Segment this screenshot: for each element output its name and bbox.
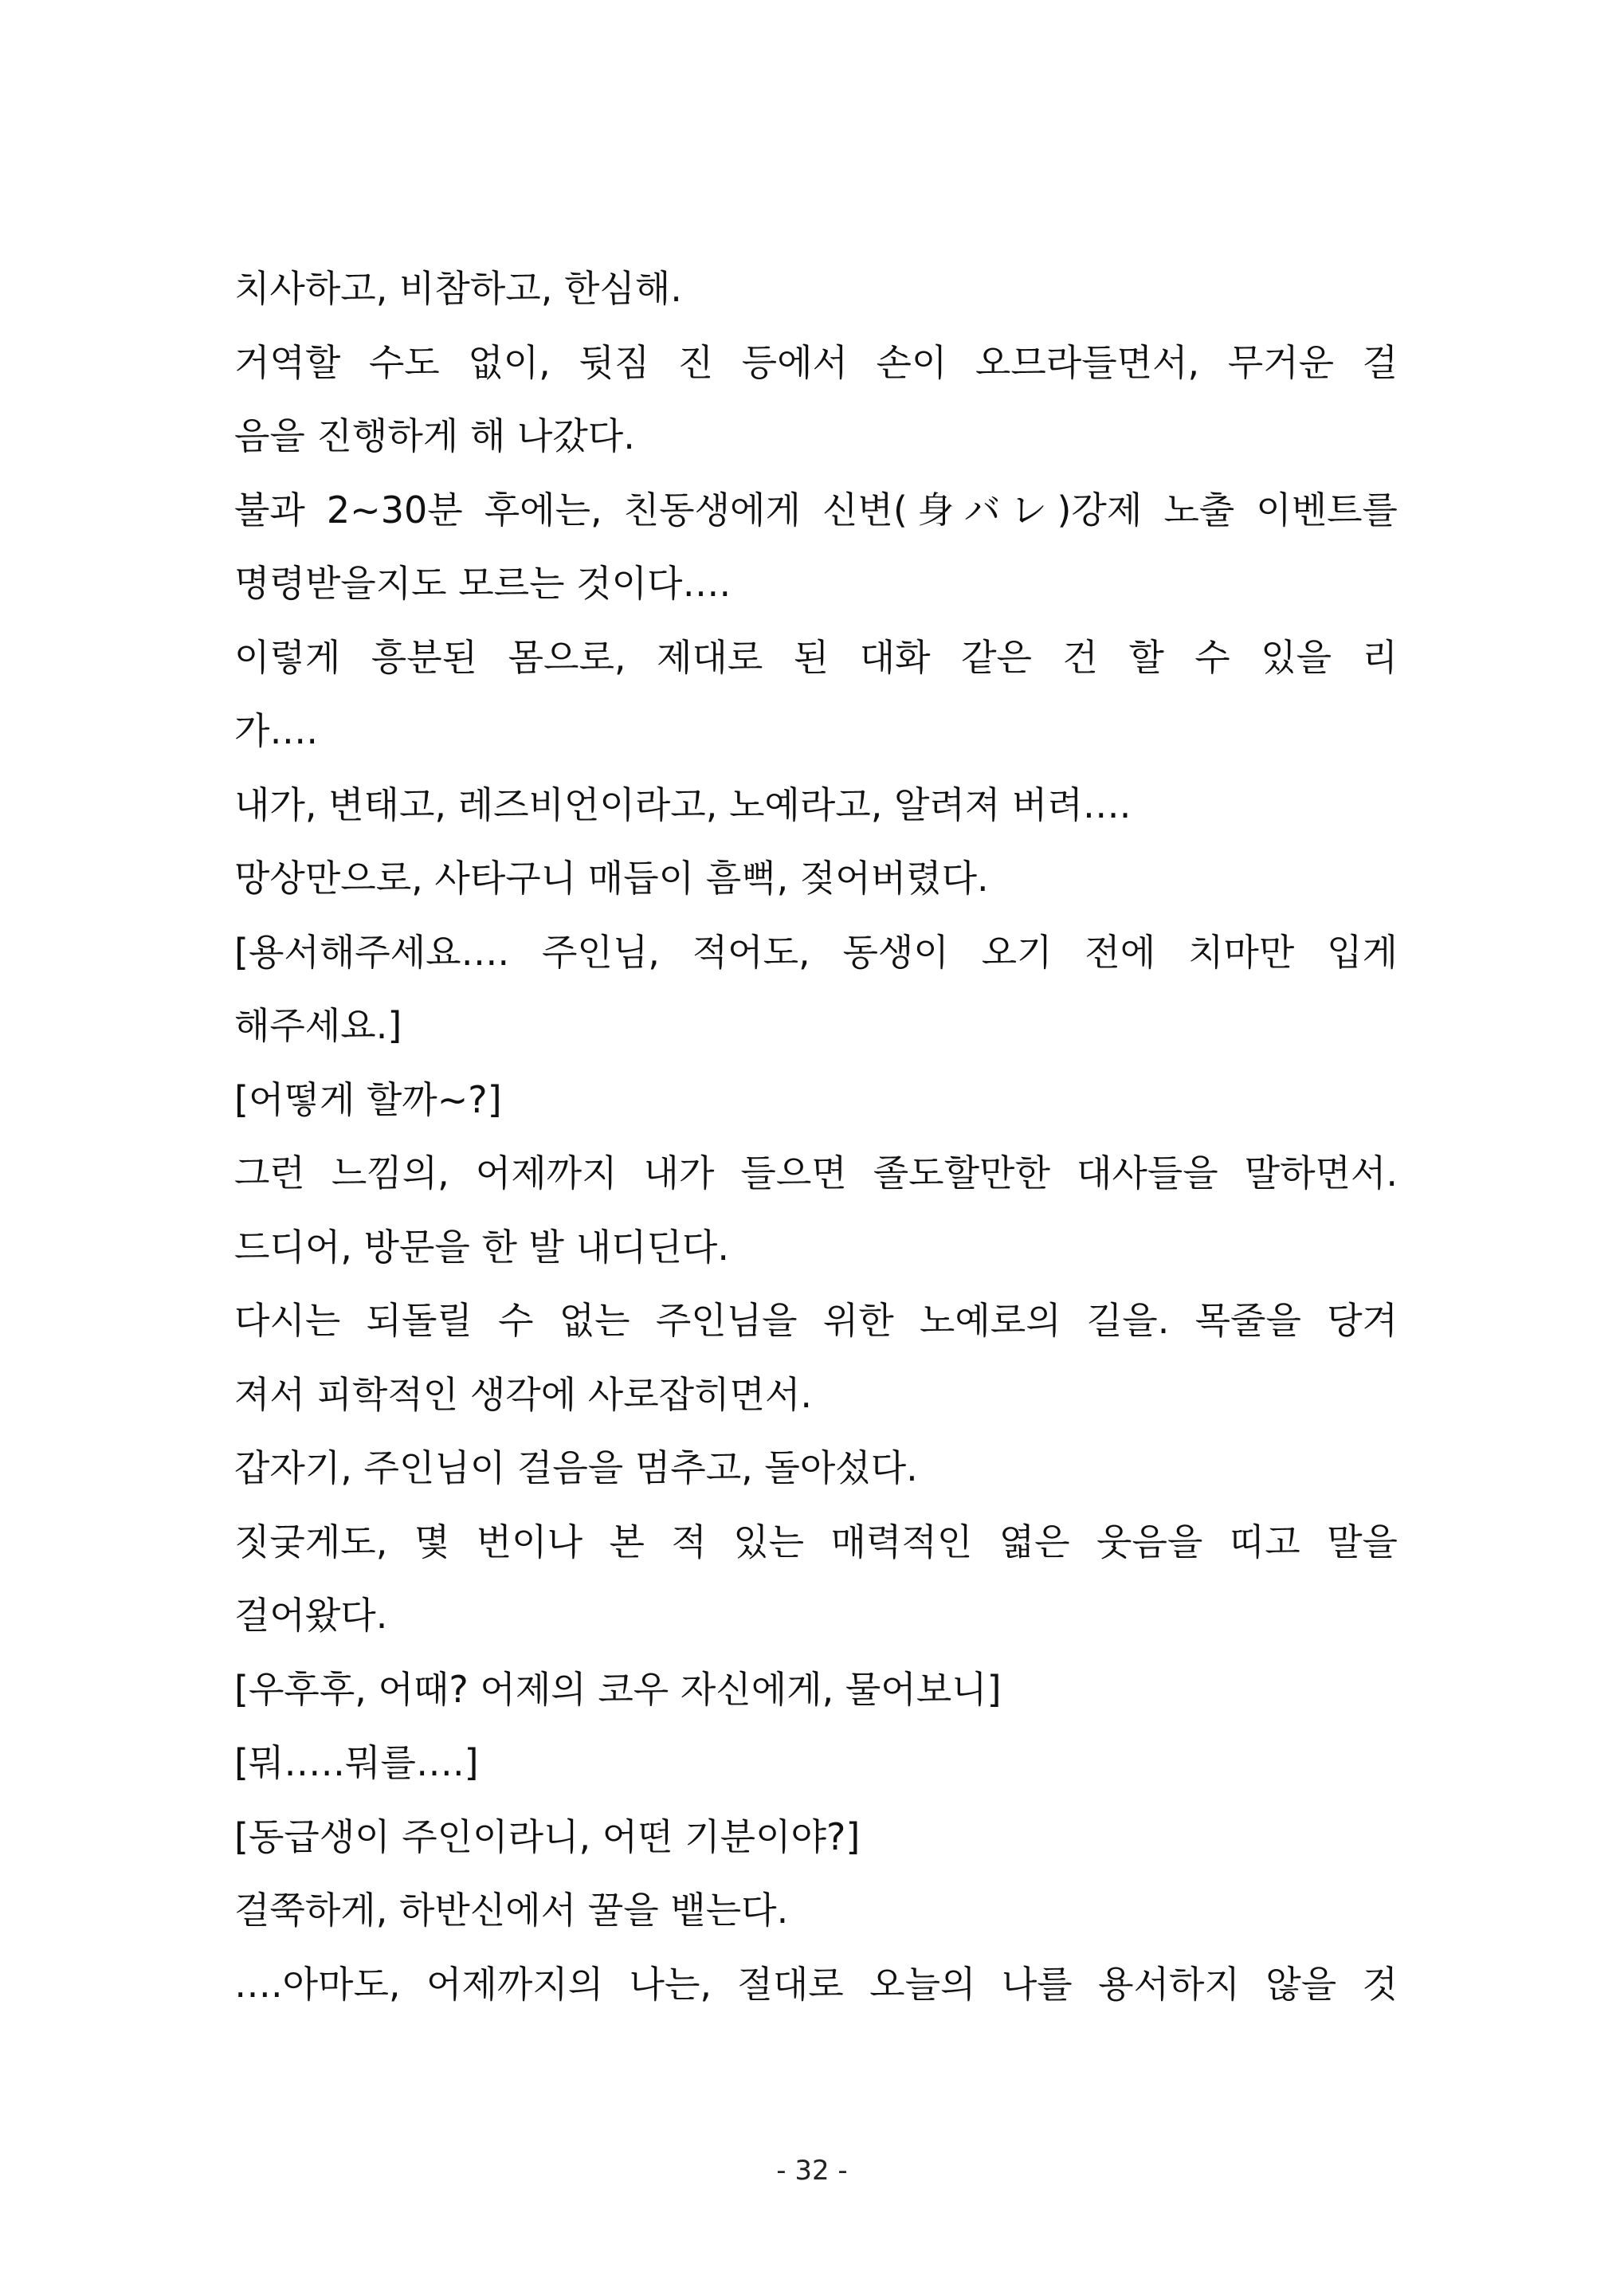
text-line: 가….: [234, 709, 319, 752]
text-line: 망상만으로, 사타구니 매듭이 흠뻑, 젖어버렸다.: [234, 857, 989, 900]
body-text: [234, 252, 1398, 2021]
text-line: [우후후, 어때? 어제의 코우 자신에게, 물어보니]: [234, 1667, 1002, 1711]
text-line: 져서 피학적인 생각에 사로잡히면서.: [234, 1372, 813, 1416]
text-line: 그런 느낌의, 어제까지 내가 들으면 졸도할만한 대사들을 말하면서.: [234, 1151, 1398, 1195]
text-line: 거역할 수도 없이, 뒷짐 진 등에서 손이 오므라들면서, 무거운 걸: [234, 340, 1398, 384]
text-line: 내가, 변태고, 레즈비언이라고, 노예라고, 알려져 버려….: [234, 783, 1132, 826]
text-line: [용서해주세요…. 주인님, 적어도, 동생이 오기 전에 치마만 입게: [234, 930, 1398, 974]
text-line: [어떻게 할까~?]: [234, 1077, 502, 1121]
text-line: [뭐‥…뭐를….]: [234, 1741, 479, 1784]
text-line: 드디어, 방문을 한 발 내디딘다.: [234, 1225, 729, 1269]
text-line: [동급생이 주인이라니, 어떤 기분이야?]: [234, 1814, 861, 1858]
text-line: ….아마도, 어제까지의 나는, 절대로 오늘의 나를 용서하지 않을 것: [234, 1962, 1398, 2006]
text-line: 치사하고, 비참하고, 한심해.: [234, 267, 682, 310]
text-line: 불과 2~30분 후에는, 친동생에게 신변(身バレ)강제 노출 이벤트를: [234, 488, 1398, 532]
text-line: 갑자기, 주인님이 걸음을 멈추고, 돌아섰다.: [234, 1446, 918, 1489]
text-line: 걸어왔다.: [234, 1594, 388, 1637]
text-line: 이렇게 흥분된 몸으로, 제대로 된 대화 같은 건 할 수 있을 리: [234, 635, 1398, 679]
text-line: 명령받을지도 모르는 것이다….: [234, 562, 732, 605]
text-line: 다시는 되돌릴 수 없는 주인님을 위한 노예로의 길을. 목줄을 당겨: [234, 1299, 1398, 1342]
text-line: 짓궂게도, 몇 번이나 본 적 있는 매력적인 엷은 웃음을 띠고 말을: [234, 1520, 1398, 1563]
text-line: 걸쭉하게, 하반신에서 꿀을 뱉는다.: [234, 1889, 789, 1932]
text-line: 음을 진행하게 해 나갔다.: [234, 414, 635, 457]
page-number: - 32 -: [776, 2155, 848, 2187]
text-line: 해주세요.]: [234, 1004, 402, 1047]
